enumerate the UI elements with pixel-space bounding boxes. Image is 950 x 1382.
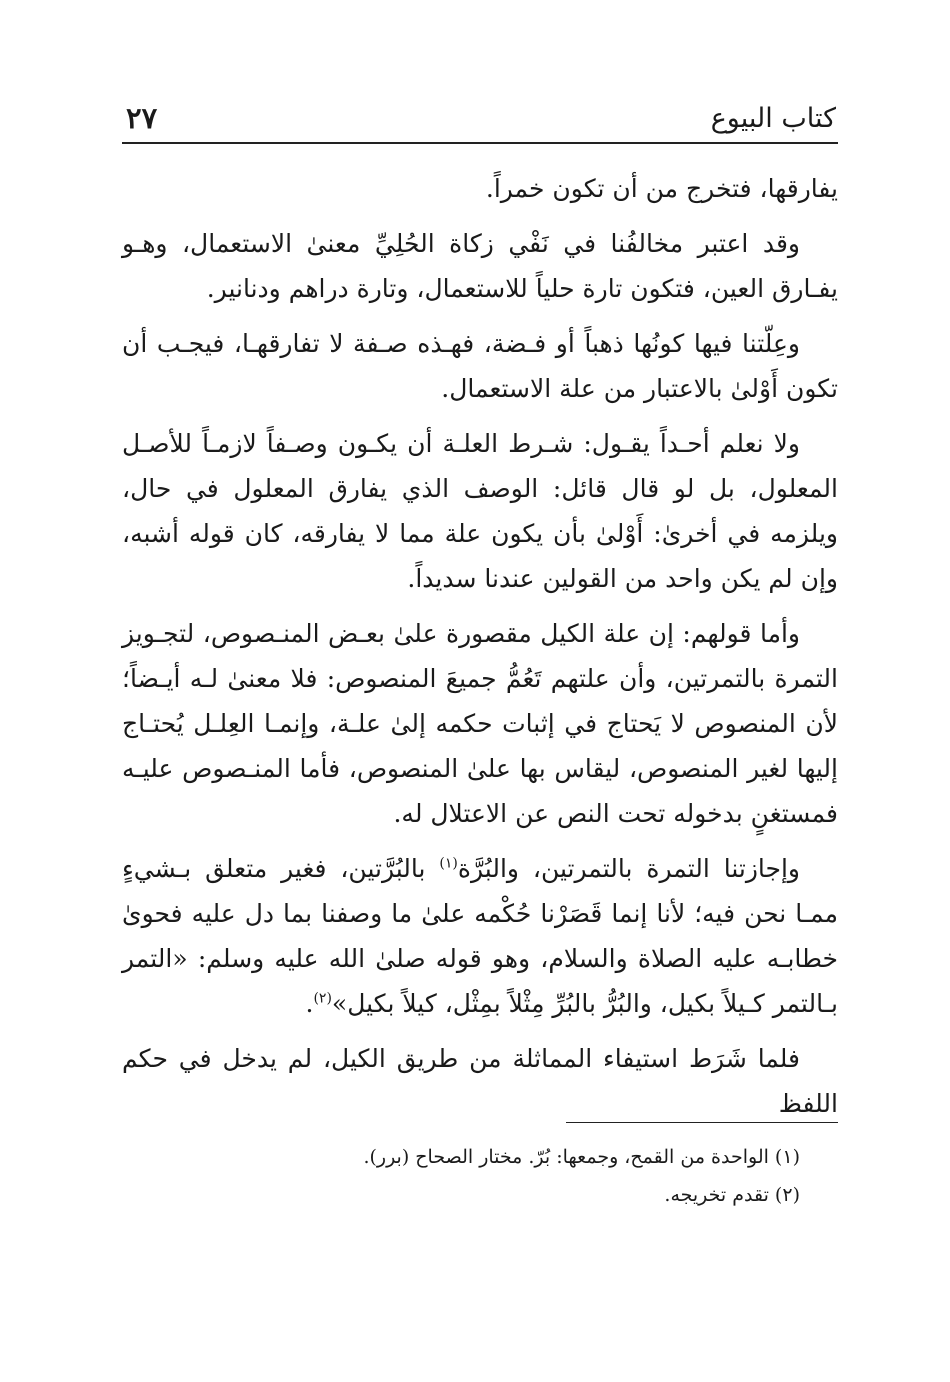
paragraph-1: يفارقها، فتخرج من أن تكون خمراً. — [485, 174, 838, 203]
body-text — [122, 166, 838, 1136]
footnote-divider — [566, 1122, 838, 1123]
paragraph-7: فلما شَرَط استيفاء المماثلة من طريق الكيل، لم يدخل في حكم اللفظ — [122, 1044, 838, 1118]
paragraph-2: وقد اعتبر مخالفُنا في نَفْي زكاة الحُلِيِّ معنىٰ الاستعمال، وهـو يفـارق العين، فتكون تارة حلياً للاستعمال، وتارة دراهم ودنانير. — [122, 229, 838, 303]
footnote-1: (١) الواحدة من القمح، وجمعها: بُرّ. مختار الصحاح (برر). — [363, 1146, 800, 1168]
paragraph-4: ولا نعلم أحـداً يقـول: شـرط العلـة أن يكـون وصـفاً لازمـاً للأصـل المعلول، بل لو قال قائل: الوصف الذي يفارق المعلول في حال، ويلزمه في أخرىٰ: أَوْلىٰ بأن يكون علة مما لا يفارقه، كان قوله أشبه، وإن لم يكن واحد من القولين عندنا سديداً. — [122, 429, 838, 593]
footnotes — [122, 1140, 800, 1216]
paragraph-6-end: . — [305, 989, 314, 1018]
footnote-mark-1[interactable]: (١) — [439, 855, 458, 872]
paragraph-3: وعِلّتنا فيها كونُها ذهباً أو فـضة، فهـذه صـفة لا تفارقهـا، فيجـب أن تكون أَوْلىٰ بالاعتبار من علة الاستعمال. — [122, 329, 838, 403]
footnote-mark-2[interactable]: (٢) — [313, 990, 332, 1007]
paragraph-6-text: بالبُرَّتين، فغير متعلق بـشيءٍ ممـا نحن فيه؛ لأنا إنما قَصَرْنا حُكْمه علىٰ ما وصفنا بما دل عليه فحوىٰ خطابـه عليه الصلاة والسلام، وهو قوله صلىٰ الله عليه وسلم: «التمر بـالتمر كـيلاً بكيل، والبُرُّ بالبُرِّ مِثْلاً بمِثْل، كيلاً بكيل» — [122, 854, 838, 1018]
paragraph-6 — [122, 846, 838, 1026]
page-header — [122, 98, 838, 144]
page-number: ٢٧ — [126, 101, 158, 135]
footnote-2: (٢) تقدم تخريجه. — [664, 1184, 800, 1206]
running-title: كتاب البيوع — [710, 103, 836, 134]
paragraph-5: وأما قولهم: إن علة الكيل مقصورة علىٰ بعـض المنـصوص، لتجـويز التمرة بالتمرتين، وأن علتهم تَعُمُّ جميعَ المنصوص: فلا معنىٰ لـه أيـضاً؛ لأن المنصوص لا يَحتاج في إثبات حكمه إلىٰ علـة، وإنمـا العِلـل يُحتـاج إليها لغير المنصوص، ليقاس بها علىٰ المنصوص، فأما المنـصوص عليـه فمستغنٍ بدخوله تحت النص عن الاعتلال له. — [122, 619, 838, 828]
paragraph-6-lead: وإجازتنا التمرة بالتمرتين، والبُرَّة — [457, 854, 801, 883]
